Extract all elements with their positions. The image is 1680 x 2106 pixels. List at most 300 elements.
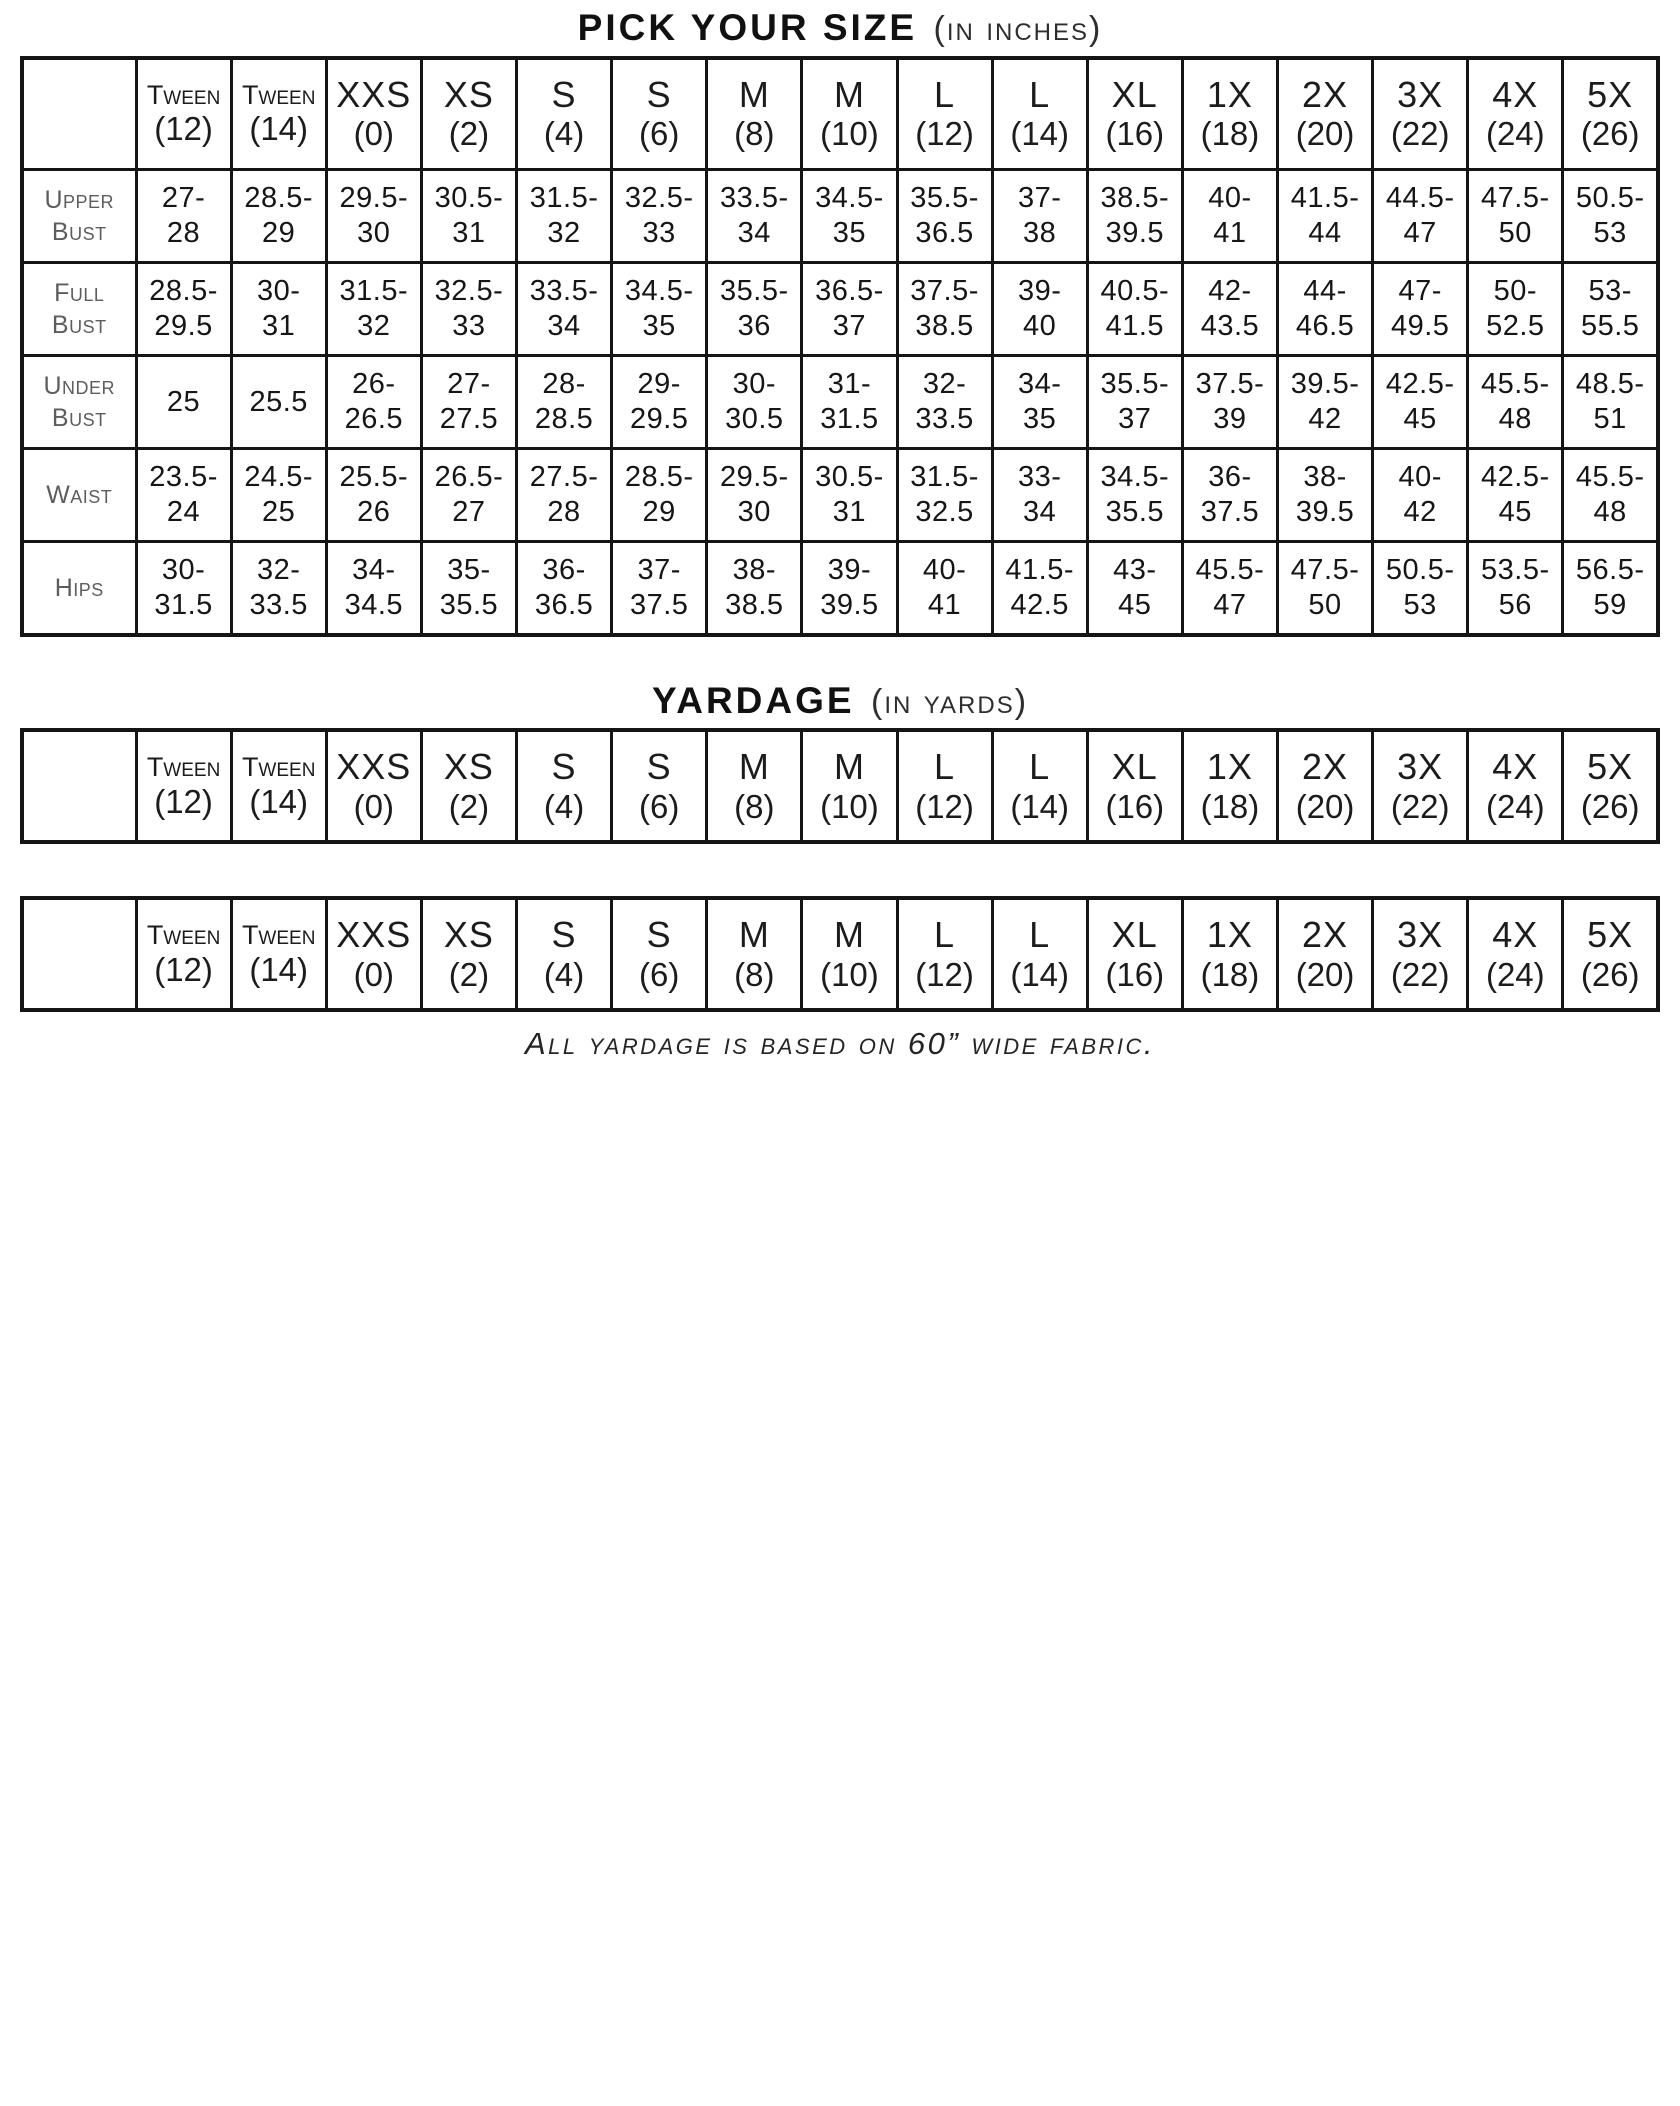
yardage-chart-title-units: (in yards) xyxy=(871,682,1029,721)
range-end: 42.5 xyxy=(1010,588,1069,621)
fabric-width-note: All yardage is based on 60” wide fabric. xyxy=(524,1026,1156,1062)
measurement-value-cell xyxy=(707,263,802,356)
size-name-label: 5X xyxy=(1587,746,1634,788)
size-name-label: 5X xyxy=(1587,914,1634,956)
range-end: 42 xyxy=(1308,403,1342,436)
range-end: 45 xyxy=(1118,588,1152,621)
measurement-value-cell xyxy=(1182,542,1277,635)
size-name-label: S xyxy=(551,746,577,788)
range-start: 28.5- xyxy=(149,274,218,307)
size-name-label: M xyxy=(833,914,865,956)
size-number-label: (16) xyxy=(1105,787,1165,825)
size-header-row xyxy=(22,730,1658,842)
size-number-label: (10) xyxy=(820,787,879,825)
range-start: 36- xyxy=(1208,460,1252,493)
size-number-label: (14) xyxy=(1010,955,1070,993)
size-header-cell xyxy=(1087,898,1182,1010)
range-end: 29 xyxy=(642,496,676,529)
size-name-label: XL xyxy=(1111,914,1158,956)
size-header-cell xyxy=(1563,898,1658,1010)
range-end: 37.5 xyxy=(629,588,689,621)
size-number-label: (10) xyxy=(820,115,879,153)
measurement-value-cell xyxy=(1278,170,1373,263)
range-end: 45 xyxy=(1403,403,1437,436)
measurement-value-cell xyxy=(517,449,612,542)
range-start: 40- xyxy=(1208,181,1252,214)
size-number-label: (12) xyxy=(154,110,213,148)
measurement-value-cell xyxy=(707,170,802,263)
size-header-cell xyxy=(231,898,326,1010)
measurement-value-cell xyxy=(421,356,516,449)
range-start: 45.5- xyxy=(1575,460,1645,493)
size-header-cell xyxy=(421,898,516,1010)
size-header-cell xyxy=(897,730,992,842)
range-start: 28.5- xyxy=(244,181,313,214)
measurement-value-cell xyxy=(421,542,516,635)
size-number-label: (26) xyxy=(1580,955,1640,993)
range-end: 48 xyxy=(1498,403,1532,436)
range-end: 50 xyxy=(1308,588,1342,621)
top-yardage-table xyxy=(20,728,1660,844)
range-end: 31 xyxy=(832,496,867,529)
measurement-value-cell xyxy=(1563,449,1658,542)
range-start: 47- xyxy=(1398,274,1442,307)
range-end: 35.5 xyxy=(439,588,499,621)
measurement-value-cell xyxy=(992,170,1087,263)
range-start: 44.5- xyxy=(1385,181,1455,214)
range-start: 41.5- xyxy=(1290,181,1360,214)
range-end: 42 xyxy=(1403,496,1437,529)
size-number-label: (2) xyxy=(448,955,490,993)
range-end: 31 xyxy=(262,310,296,343)
measurement-value-cell xyxy=(897,356,992,449)
measurement-value-cell xyxy=(802,449,897,542)
measurement-value-cell xyxy=(1468,263,1563,356)
measurement-row xyxy=(22,542,1658,635)
measurement-value-cell xyxy=(231,449,326,542)
range-end: 39.5 xyxy=(820,588,879,621)
measurement-value-cell xyxy=(1182,263,1277,356)
range-start: 47.5- xyxy=(1290,553,1360,586)
range-end: 30 xyxy=(737,496,771,529)
range-start: 34.5- xyxy=(624,274,694,307)
size-header-cell xyxy=(136,58,231,170)
range-start: 42.5- xyxy=(1481,460,1550,493)
measurement-value-cell xyxy=(1182,356,1277,449)
range-start: 38.5- xyxy=(1100,181,1170,214)
size-number-label: (24) xyxy=(1485,955,1545,993)
range-end: 48 xyxy=(1593,496,1627,529)
range-start: 27- xyxy=(447,367,491,400)
range-start: 34.5- xyxy=(815,181,884,214)
range-start: 32- xyxy=(922,367,967,400)
measurement-value-cell xyxy=(1182,449,1277,542)
range-start: 33.5- xyxy=(720,181,789,214)
size-header-cell xyxy=(1373,730,1468,842)
size-number-label: (8) xyxy=(734,115,775,153)
size-name-label: L xyxy=(1029,746,1051,788)
size-number-label: (20) xyxy=(1295,787,1355,825)
size-name-label: 4X xyxy=(1492,914,1539,956)
range-start: 25.5- xyxy=(339,460,409,493)
range-start: 26- xyxy=(352,367,396,400)
range-start: 28- xyxy=(542,367,586,400)
pants-yardage-table xyxy=(20,896,1660,1012)
size-number-label: (12) xyxy=(154,950,213,988)
size-header-cell xyxy=(897,58,992,170)
range-start: 47.5- xyxy=(1481,181,1550,214)
range-start: 33- xyxy=(1017,460,1062,493)
size-header-cell xyxy=(707,730,802,842)
measurement-value-cell xyxy=(1087,356,1182,449)
measurement-value-cell xyxy=(992,356,1087,449)
yardage-chart-title-text: YARDAGE xyxy=(651,679,855,721)
size-number-label: (12) xyxy=(154,782,213,820)
measurement-value-cell xyxy=(992,542,1087,635)
range-start: 39- xyxy=(1017,274,1062,307)
size-header-cell xyxy=(326,58,421,170)
size-header-cell xyxy=(421,58,516,170)
size-number-label: (22) xyxy=(1390,115,1450,153)
measurement-value-cell: 25 xyxy=(136,356,231,449)
size-header-cell xyxy=(136,898,231,1010)
range-start: 39.5- xyxy=(1290,367,1360,400)
size-header-cell xyxy=(1278,730,1373,842)
measurement-value-cell xyxy=(517,170,612,263)
size-header-cell xyxy=(517,730,612,842)
measurement-value-cell xyxy=(517,542,612,635)
measurement-value-cell xyxy=(1373,263,1468,356)
size-header-cell xyxy=(802,898,897,1010)
range-start: 53.5- xyxy=(1481,553,1550,586)
size-header-row xyxy=(22,898,1658,1010)
range-end: 41.5 xyxy=(1105,310,1165,343)
size-header-cell xyxy=(1373,898,1468,1010)
range-start: 38- xyxy=(1303,460,1347,493)
range-end: 59 xyxy=(1593,588,1627,621)
range-start: 30.5- xyxy=(815,460,884,493)
size-number-label: (8) xyxy=(734,787,775,825)
corner-cell xyxy=(22,730,136,842)
range-end: 27 xyxy=(452,496,486,529)
size-number-label: (6) xyxy=(639,955,680,993)
range-start: 36- xyxy=(542,553,586,586)
size-chart-title-units: (in inches) xyxy=(933,10,1103,48)
range-start: 41.5- xyxy=(1005,553,1074,586)
range-end: 24 xyxy=(166,496,201,529)
size-header-cell xyxy=(707,898,802,1010)
size-name-label: 2X xyxy=(1302,914,1349,956)
measurement-value-cell: 25.5 xyxy=(231,356,326,449)
size-name-label: S xyxy=(646,73,672,115)
size-header-cell xyxy=(1468,898,1563,1010)
size-number-label: (12) xyxy=(915,115,974,153)
measurement-row xyxy=(22,263,1658,356)
size-measurements-table xyxy=(20,56,1660,637)
size-number-label: (10) xyxy=(820,955,879,993)
size-number-label: (0) xyxy=(353,115,394,153)
range-end: 37 xyxy=(832,310,867,343)
range-end: 35 xyxy=(1023,403,1057,436)
measurement-row-label: Waist xyxy=(22,449,136,542)
measurement-value-cell xyxy=(992,449,1087,542)
size-name-label: Tween xyxy=(146,752,221,783)
range-start: 34.5- xyxy=(1100,460,1170,493)
size-name-label: L xyxy=(934,746,956,788)
range-end: 36.5 xyxy=(534,588,594,621)
range-start: 39- xyxy=(827,553,872,586)
measurement-value-cell xyxy=(1468,449,1563,542)
range-end: 33.5 xyxy=(915,403,974,436)
size-header-cell xyxy=(707,58,802,170)
size-number-label: (8) xyxy=(734,955,775,993)
range-start: 26.5- xyxy=(434,460,504,493)
size-number-label: (22) xyxy=(1390,955,1450,993)
size-name-label: S xyxy=(646,746,672,788)
measurement-value-cell xyxy=(1373,449,1468,542)
size-number-label: (20) xyxy=(1295,955,1355,993)
size-number-label: (22) xyxy=(1390,787,1450,825)
range-end: 29.5 xyxy=(629,403,689,436)
range-end: 49.5 xyxy=(1390,310,1450,343)
range-end: 39.5 xyxy=(1295,496,1355,529)
size-header-cell xyxy=(992,58,1087,170)
size-name-label: XS xyxy=(443,73,494,115)
measurement-value-cell xyxy=(421,263,516,356)
size-number-label: (16) xyxy=(1105,955,1165,993)
size-header-cell xyxy=(1182,898,1277,1010)
range-start: 31.5- xyxy=(910,460,979,493)
range-end: 26 xyxy=(357,496,391,529)
range-start: 56.5- xyxy=(1575,553,1645,586)
measurement-value-cell xyxy=(1278,542,1373,635)
measurement-value-cell xyxy=(1563,542,1658,635)
measurement-value-cell xyxy=(1373,170,1468,263)
measurement-value-cell xyxy=(1087,170,1182,263)
range-end: 34.5 xyxy=(344,588,404,621)
size-name-label: S xyxy=(551,73,577,115)
range-start: 29.5- xyxy=(720,460,789,493)
size-header-cell xyxy=(231,58,326,170)
measurement-value-cell xyxy=(1468,542,1563,635)
range-start: 30- xyxy=(256,274,301,307)
size-name-label: XXS xyxy=(336,73,412,115)
measurement-row xyxy=(22,449,1658,542)
size-name-label: Tween xyxy=(241,920,316,951)
measurement-value-cell xyxy=(1087,263,1182,356)
size-number-label: (0) xyxy=(353,787,394,825)
range-end: 34 xyxy=(547,310,581,343)
range-start: 42.5- xyxy=(1385,367,1455,400)
range-start: 40- xyxy=(1398,460,1442,493)
range-start: 37- xyxy=(1017,181,1062,214)
range-start: 30- xyxy=(161,553,206,586)
measurement-value-cell xyxy=(136,542,231,635)
range-end: 34 xyxy=(1023,496,1057,529)
measurement-value-cell xyxy=(897,170,992,263)
range-start: 33.5- xyxy=(529,274,599,307)
measurement-value-cell xyxy=(707,356,802,449)
range-start: 27.5- xyxy=(529,460,599,493)
measurement-value-cell xyxy=(136,263,231,356)
range-start: 31- xyxy=(827,367,872,400)
size-name-label: M xyxy=(738,746,770,788)
measurement-value-cell xyxy=(612,542,707,635)
size-name-label: 3X xyxy=(1397,914,1444,956)
range-end: 43.5 xyxy=(1200,310,1260,343)
measurement-value-cell xyxy=(231,170,326,263)
size-name-label: XL xyxy=(1111,73,1158,115)
size-name-label: Tween xyxy=(241,752,316,783)
measurement-value-cell xyxy=(1278,356,1373,449)
measurement-value-cell xyxy=(231,263,326,356)
range-start: 35- xyxy=(447,553,491,586)
range-start: 50.5- xyxy=(1385,553,1455,586)
size-name-label: M xyxy=(738,73,770,115)
range-start: 23.5- xyxy=(149,460,218,493)
measurement-value-cell xyxy=(612,263,707,356)
range-end: 55.5 xyxy=(1580,310,1640,343)
range-start: 24.5- xyxy=(244,460,313,493)
size-name-label: 5X xyxy=(1587,73,1634,115)
range-end: 26.5 xyxy=(344,403,404,436)
size-number-label: (4) xyxy=(543,115,585,153)
range-start: 32.5- xyxy=(434,274,504,307)
size-name-label: 3X xyxy=(1397,746,1444,788)
measurement-value-cell xyxy=(1087,449,1182,542)
size-name-label: 2X xyxy=(1302,746,1349,788)
range-start: 37.5- xyxy=(1195,367,1265,400)
measurement-value-cell xyxy=(1087,542,1182,635)
range-end: 52.5 xyxy=(1486,310,1545,343)
size-name-label: L xyxy=(1029,914,1051,956)
size-header-cell xyxy=(1182,730,1277,842)
range-start: 34- xyxy=(1017,367,1062,400)
range-end: 36 xyxy=(737,310,771,343)
range-start: 29.5- xyxy=(339,181,409,214)
size-header-row xyxy=(22,58,1658,170)
size-name-label: M xyxy=(833,746,865,788)
range-end: 51 xyxy=(1593,403,1627,436)
range-start: 32.5- xyxy=(624,181,694,214)
range-start: 48.5- xyxy=(1575,367,1645,400)
size-number-label: (0) xyxy=(353,955,394,993)
range-end: 32 xyxy=(547,217,581,250)
range-start: 35.5- xyxy=(1100,367,1170,400)
size-name-label: 1X xyxy=(1206,914,1253,956)
measurement-value-cell xyxy=(897,449,992,542)
size-number-label: (20) xyxy=(1295,115,1355,153)
range-end: 34 xyxy=(737,217,771,250)
range-end: 33.5 xyxy=(249,588,308,621)
size-number-label: (24) xyxy=(1485,115,1545,153)
range-end: 32.5 xyxy=(915,496,974,529)
range-start: 45.5- xyxy=(1195,553,1265,586)
range-start: 35.5- xyxy=(720,274,789,307)
size-header-cell xyxy=(231,730,326,842)
range-start: 40.5- xyxy=(1100,274,1170,307)
size-number-label: (18) xyxy=(1200,787,1260,825)
measurement-value-cell xyxy=(326,170,421,263)
measurement-value-cell xyxy=(326,449,421,542)
range-start: 31.5- xyxy=(339,274,409,307)
measurement-value-cell xyxy=(707,542,802,635)
measurement-value-cell xyxy=(231,542,326,635)
range-end: 29.5 xyxy=(154,310,213,343)
size-name-label: S xyxy=(551,914,577,956)
size-number-label: (2) xyxy=(448,115,490,153)
range-start: 38- xyxy=(732,553,777,586)
range-end: 53 xyxy=(1593,217,1627,250)
measurement-value-cell xyxy=(1563,263,1658,356)
size-header-cell xyxy=(1087,58,1182,170)
range-start: 28.5- xyxy=(624,460,694,493)
size-chart-title xyxy=(20,8,1660,49)
size-header-cell xyxy=(1278,898,1373,1010)
size-header-cell xyxy=(517,898,612,1010)
range-start: 30.5- xyxy=(434,181,504,214)
range-end: 38.5 xyxy=(915,310,974,343)
measurement-value-cell xyxy=(1373,356,1468,449)
size-header-cell xyxy=(612,898,707,1010)
range-end: 47 xyxy=(1403,217,1437,250)
range-start: 37- xyxy=(637,553,681,586)
measurement-value-cell xyxy=(802,170,897,263)
corner-cell xyxy=(22,58,136,170)
size-name-label: XL xyxy=(1111,746,1158,788)
size-header-cell xyxy=(421,730,516,842)
measurement-row xyxy=(22,170,1658,263)
size-number-label: (14) xyxy=(249,782,309,820)
range-start: 37.5- xyxy=(910,274,979,307)
size-number-label: (4) xyxy=(543,787,585,825)
size-name-label: Tween xyxy=(146,79,221,110)
range-start: 50.5- xyxy=(1575,181,1645,214)
size-name-label: 4X xyxy=(1492,746,1539,788)
size-header-cell xyxy=(1563,58,1658,170)
measurement-value-cell xyxy=(802,356,897,449)
measurement-value-cell xyxy=(326,542,421,635)
range-end: 38.5 xyxy=(725,588,784,621)
range-end: 33 xyxy=(642,217,676,250)
measurement-value-cell xyxy=(1468,356,1563,449)
measurement-value-cell xyxy=(1563,356,1658,449)
size-name-label: Tween xyxy=(146,920,221,951)
size-header-cell xyxy=(1087,730,1182,842)
size-name-label: Tween xyxy=(241,79,316,110)
range-end: 39 xyxy=(1213,403,1247,436)
size-number-label: (26) xyxy=(1580,115,1640,153)
size-number-label: (24) xyxy=(1485,787,1545,825)
size-name-label: L xyxy=(934,73,956,115)
size-name-label: XS xyxy=(443,914,494,956)
measurement-value-cell xyxy=(421,170,516,263)
range-start: 31.5- xyxy=(529,181,599,214)
measurement-value-cell xyxy=(1563,170,1658,263)
range-start: 35.5- xyxy=(910,181,979,214)
size-number-label: (2) xyxy=(448,787,490,825)
size-name-label: XS xyxy=(443,746,494,788)
measurement-value-cell xyxy=(612,170,707,263)
size-name-label: L xyxy=(1029,73,1051,115)
size-number-label: (16) xyxy=(1105,115,1165,153)
size-chart-title-text: PICK YOUR SIZE xyxy=(577,7,918,48)
range-start: 44- xyxy=(1303,274,1347,307)
range-end: 30.5 xyxy=(725,403,784,436)
range-start: 29- xyxy=(637,367,681,400)
size-header-cell xyxy=(136,730,231,842)
size-name-label: 1X xyxy=(1206,746,1253,788)
